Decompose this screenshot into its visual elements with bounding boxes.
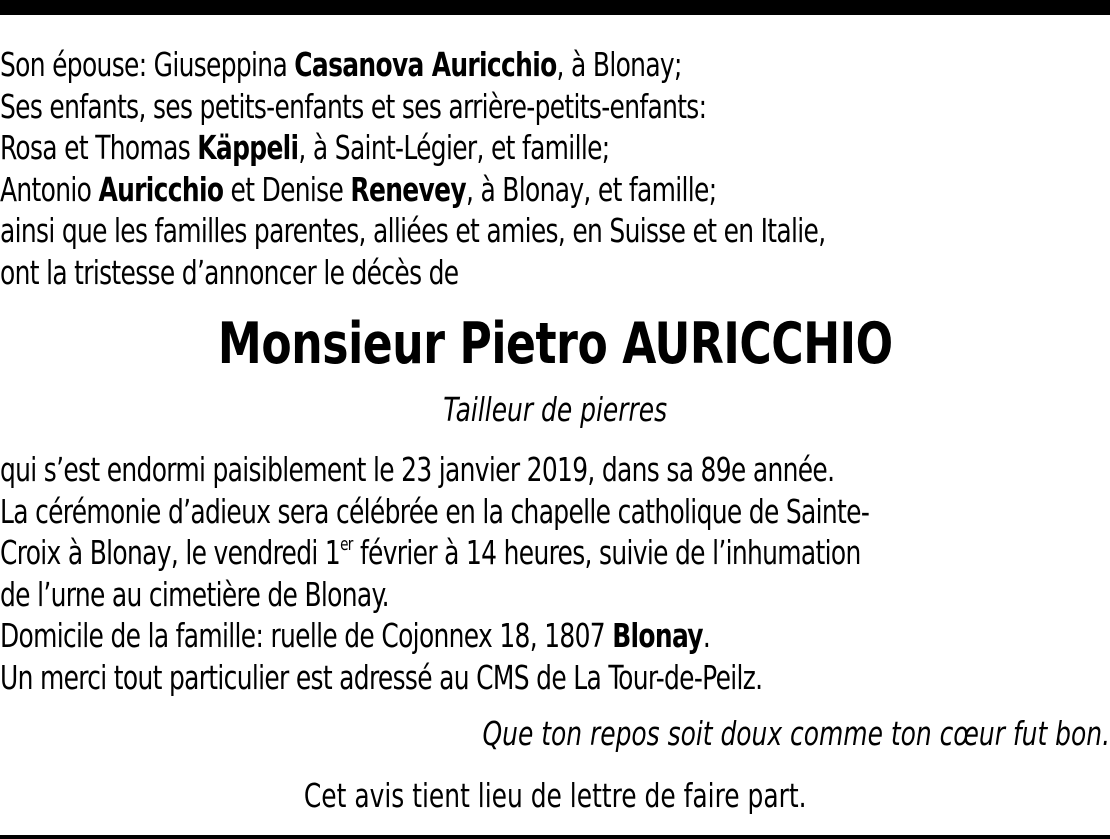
text: , à Saint-Légier, et famille;	[298, 128, 610, 167]
text: Son épouse: Giuseppina	[0, 45, 295, 84]
details-line-urn: de l’urne au cimetière de Blonay.	[0, 574, 389, 614]
bottom-border-rule	[0, 835, 1110, 839]
intro-line-rosa	[0, 127, 1109, 169]
text: Antonio	[0, 169, 99, 209]
text: Domicile de la famille: ruelle de Cojonnex 18, 1807	[0, 616, 613, 655]
details-line-date	[0, 532, 1109, 574]
family-announcement	[0, 44, 1109, 293]
intro-line-children: Ses enfants, ses petits-enfants et ses arrière-petits-enfants:	[0, 86, 707, 126]
bold-name: Casanova Auricchio	[294, 45, 557, 84]
text: .	[702, 616, 711, 655]
closing-text: Cet avis tient lieu de lettre de faire part.	[303, 776, 807, 815]
bold-name: Käppeli	[197, 128, 299, 167]
profession-text: Tailleur de pierres	[443, 390, 667, 429]
text: Rosa et Thomas	[0, 128, 198, 167]
deceased-profession	[0, 390, 1110, 430]
text: février à 14 heures, suivie de l’inhumation	[352, 533, 861, 572]
bold-place: Blonay	[612, 616, 703, 655]
bold-name: Renevey	[350, 169, 466, 209]
intro-line-antonio	[0, 169, 1109, 211]
top-border-rule	[0, 0, 1110, 15]
details-line-death: qui s’est endormi paisiblement le 23 janvier 2019, dans sa 89e année.	[0, 450, 835, 489]
deceased-name	[0, 312, 1110, 376]
closing-note	[0, 776, 1110, 816]
intro-line-spouse	[0, 44, 1109, 86]
details-line-ceremony: La cérémonie d’adieux sera célébrée en la chapelle catholique de Sainte-	[0, 491, 870, 531]
superscript: er	[340, 534, 353, 555]
details-line-thanks: Un merci tout particulier est adressé au CMS de La Tour-de-Peilz.	[0, 657, 763, 697]
memorial-quote: Que ton repos soit doux comme ton cœur fut bon.	[482, 714, 1110, 753]
text: et Denise	[223, 169, 351, 209]
bold-name: Auricchio	[98, 169, 224, 209]
text: , à Blonay, et famille;	[465, 169, 717, 209]
details-line-address	[0, 615, 1109, 657]
text: , à Blonay;	[556, 45, 682, 84]
intro-line-announce: ont la tristesse d’annoncer le décès de	[0, 252, 459, 292]
intro-line-families: ainsi que les familles parentes, alliées et amies, en Suisse et en Italie,	[0, 211, 826, 250]
deceased-name-text: Monsieur Pietro AURICCHIO	[217, 311, 893, 377]
text: Croix à Blonay, le vendredi 1	[0, 533, 341, 572]
ceremony-details	[0, 449, 1109, 698]
